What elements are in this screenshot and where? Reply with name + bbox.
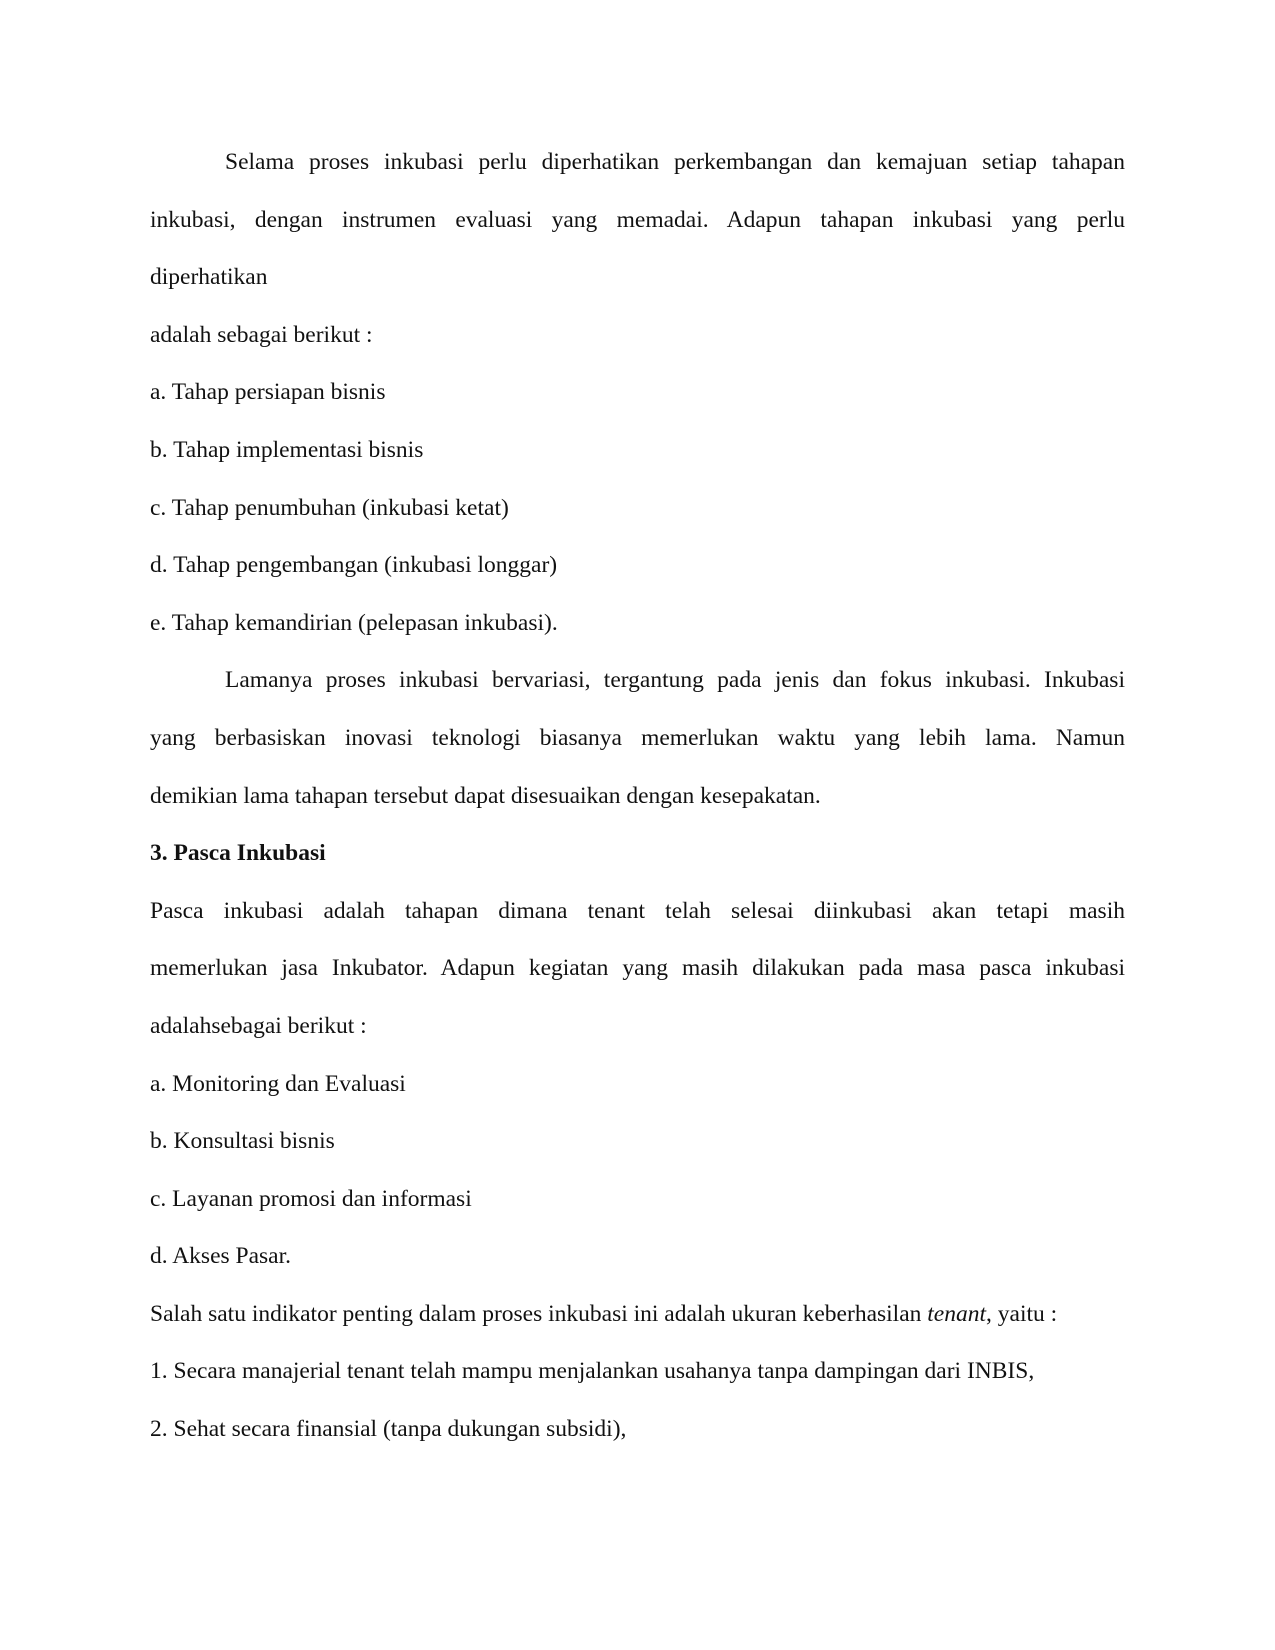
paragraph-line: Lamanya proses inkubasi bervariasi, tergantung pada jenis dan fokus inkubasi. Inkubasi	[225, 667, 1125, 694]
paragraph-line: inkubasi, dengan instrumen evaluasi yang memadai. Adapun tahapan inkubasi yang perlu	[150, 206, 1125, 233]
indicator-text-end: , yaitu :	[986, 1300, 1058, 1327]
list-item: b. Konsultasi bisnis	[150, 1128, 335, 1155]
list-item: d. Tahap pengembangan (inkubasi longgar)	[150, 552, 558, 579]
list-item: c. Tahap penumbuhan (inkubasi ketat)	[150, 494, 509, 521]
list-item: 1. Secara manajerial tenant telah mampu menjalankan usahanya tanpa dampingan dari INBIS,	[150, 1358, 1035, 1385]
paragraph-line: yang berbasiskan inovasi teknologi biasanya memerlukan waktu yang lebih lama. Namun	[150, 724, 1125, 751]
paragraph-line: adalah sebagai berikut :	[150, 321, 373, 348]
list-item: a. Tahap persiapan bisnis	[150, 379, 386, 406]
paragraph-line: diperhatikan	[150, 264, 268, 291]
paragraph-intro	[150, 134, 1125, 364]
list-item: 2. Sehat secara finansial (tanpa dukungan subsidi),	[150, 1416, 627, 1443]
document-page	[150, 134, 1125, 1459]
paragraph-line: Selama proses inkubasi perlu diperhatikan perkembangan dan kemajuan setiap tahapan	[225, 149, 1125, 175]
list-item: e. Tahap kemandirian (pelepasan inkubasi).	[150, 609, 558, 636]
list-item: a. Monitoring dan Evaluasi	[150, 1070, 406, 1097]
paragraph-post-incubation	[150, 883, 1125, 1056]
paragraph-line: demikian lama tahapan tersebut dapat disesuaikan dengan kesepakatan.	[150, 782, 821, 809]
paragraph-line: adalahsebagai berikut :	[150, 1012, 367, 1039]
success-criteria-list	[150, 1343, 1125, 1458]
stages-list	[150, 364, 1125, 652]
indicator-sentence	[150, 1286, 1125, 1344]
list-item: c. Layanan promosi dan informasi	[150, 1185, 472, 1212]
paragraph-line: memerlukan jasa Inkubator. Adapun kegiatan yang masih dilakukan pada masa pasca inkubasi	[150, 955, 1125, 982]
activities-list	[150, 1056, 1125, 1286]
paragraph-duration	[150, 652, 1125, 825]
list-item: d. Akses Pasar.	[150, 1243, 291, 1270]
indicator-term: tenant	[927, 1300, 987, 1327]
section-heading: 3. Pasca Inkubasi	[150, 840, 326, 867]
indicator-text: Salah satu indikator penting dalam proses inkubasi ini adalah ukuran keberhasilan	[150, 1300, 928, 1327]
paragraph-line: Pasca inkubasi adalah tahapan dimana tenant telah selesai diinkubasi akan tetapi masih	[150, 897, 1125, 924]
list-item: b. Tahap implementasi bisnis	[150, 436, 424, 463]
